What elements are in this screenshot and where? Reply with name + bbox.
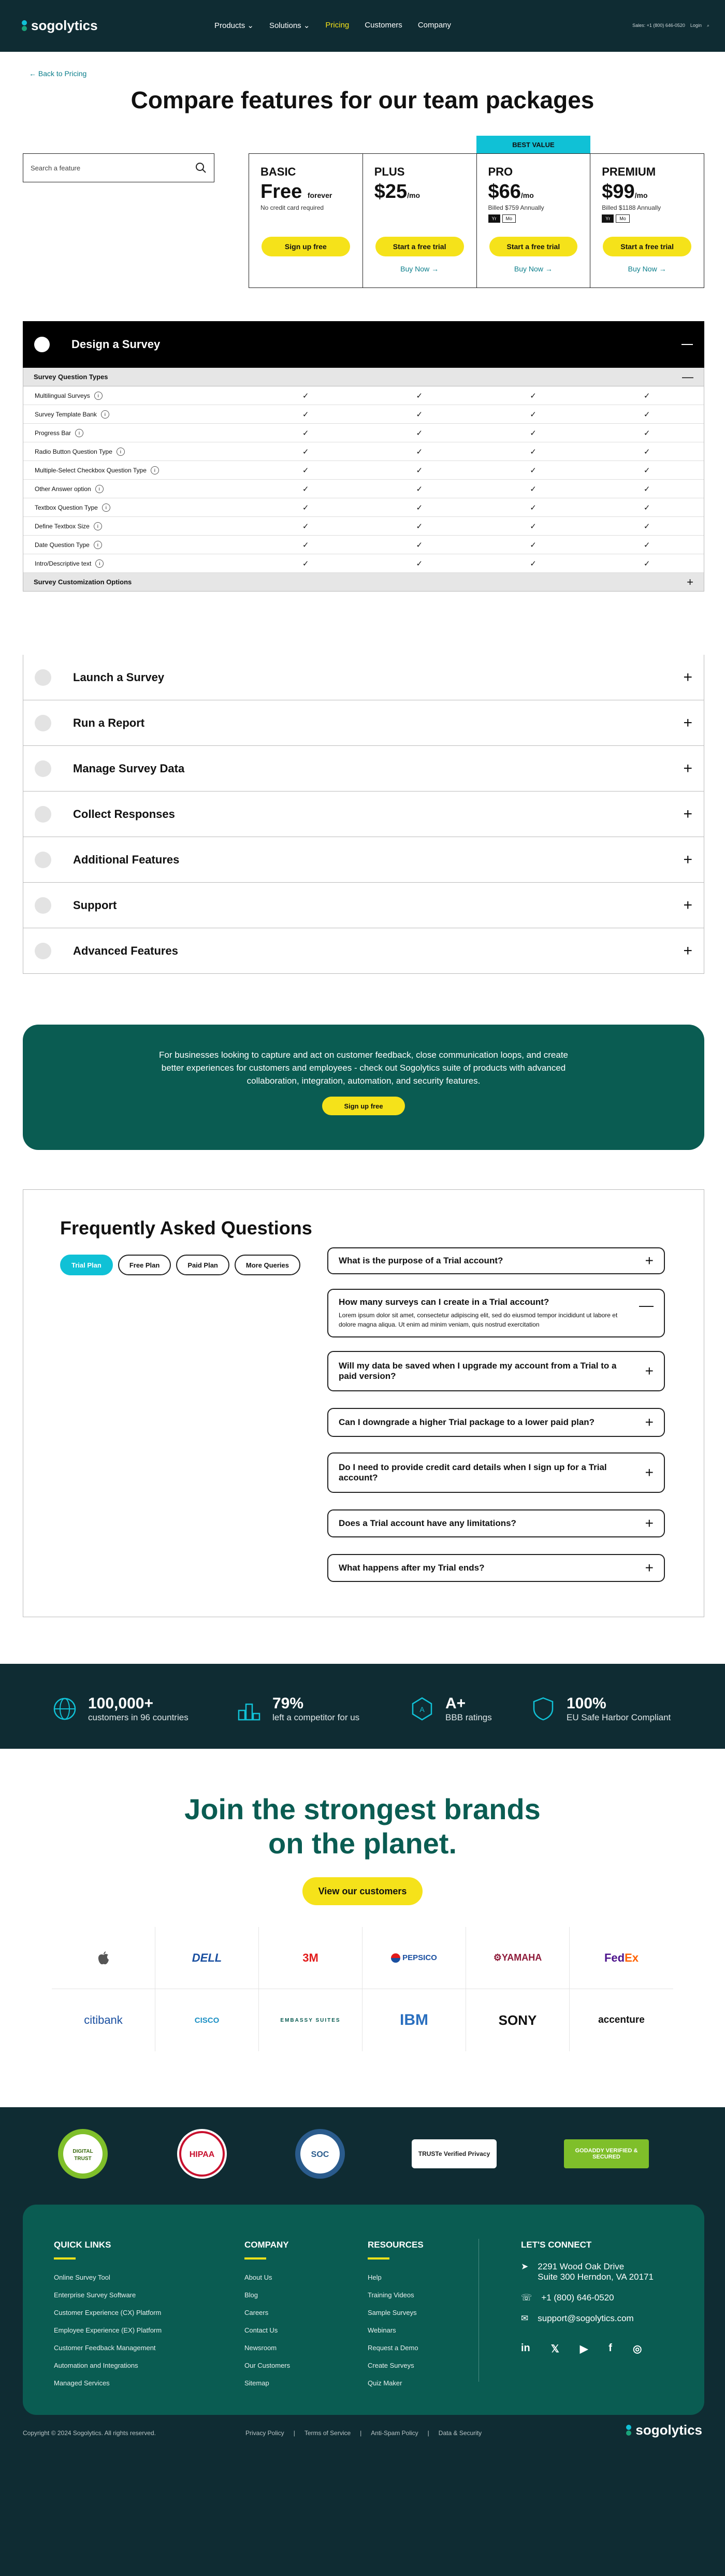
check-icon: ✓	[530, 503, 536, 512]
x-icon[interactable]: 𝕏	[550, 2343, 559, 2355]
expand-icon: +	[645, 1464, 654, 1480]
expand-icon[interactable]: +	[683, 896, 692, 914]
plan-name: PREMIUM	[602, 165, 656, 178]
section-title: Advanced Features	[73, 944, 178, 957]
logo-mark-icon	[21, 20, 28, 32]
expand-icon[interactable]: +	[683, 714, 692, 731]
feature-name: Multiple-Select Checkbox Question Type i	[23, 466, 249, 474]
feature-row	[23, 498, 704, 517]
faq-tabs	[60, 1255, 300, 1275]
check-icon: ✓	[643, 428, 650, 438]
email[interactable]: ✉ support@sogolytics.com	[521, 2313, 634, 2323]
check-icon: ✓	[643, 391, 650, 400]
check-icon: ✓	[416, 410, 423, 419]
expand-icon[interactable]: +	[683, 759, 692, 777]
group-customization[interactable]: Survey Customization Options +	[23, 573, 704, 592]
info-icon[interactable]: i	[95, 559, 104, 568]
plan-price: $66/mo	[488, 181, 534, 203]
start-trial-button[interactable]: Start a free trial	[489, 237, 578, 256]
check-icon: ✓	[643, 559, 650, 568]
plan-pro	[476, 154, 590, 287]
footer-link[interactable]: Request a Demo	[368, 2344, 418, 2352]
footer-link[interactable]: Training Videos	[368, 2291, 414, 2299]
brand-logo-grid	[52, 1927, 673, 2051]
section-icon	[35, 669, 51, 686]
svg-text:DIGITAL: DIGITAL	[72, 2149, 93, 2154]
feature-name: Multilingual Surveys i	[23, 392, 249, 400]
section-icon	[35, 943, 51, 959]
yamaha-logo: ⚙ YAMAHA	[466, 1927, 570, 1989]
expand-icon: +	[645, 1560, 654, 1576]
expand-icon: +	[645, 1253, 654, 1269]
svg-text:SOC: SOC	[311, 2150, 329, 2159]
best-value-badge: BEST VALUE	[476, 136, 590, 153]
section-accordion[interactable]	[23, 928, 704, 974]
citibank-logo: citibank	[52, 1989, 155, 2051]
buy-now-link[interactable]: Buy Now →	[628, 265, 666, 273]
feature-search-input[interactable]	[23, 153, 214, 182]
expand-icon: +	[645, 1414, 654, 1430]
section-design-survey[interactable]	[23, 321, 704, 368]
dell-logo: DELL	[155, 1927, 259, 1989]
section-title: Manage Survey Data	[73, 761, 185, 775]
section-icon	[35, 760, 51, 777]
legal-links: Privacy Policy | Terms of Service | Anti-Spam Policy | Data & Security	[245, 2429, 482, 2437]
feature-row	[23, 480, 704, 498]
section-accordion[interactable]	[23, 883, 704, 928]
social-links	[521, 2342, 654, 2355]
back-to-pricing-link[interactable]: ← Back to Pricing	[29, 69, 87, 78]
footer-link[interactable]: Customer Experience (CX) Platform	[54, 2309, 162, 2316]
sogolytics-logo[interactable]: sogolytics	[21, 18, 98, 34]
check-icon: ✓	[643, 540, 650, 550]
start-trial-button[interactable]: Start a free trial	[603, 237, 691, 256]
tab-paid-plan[interactable]: Paid Plan	[176, 1255, 229, 1275]
footer-link[interactable]: Help	[368, 2273, 382, 2281]
buy-now-link[interactable]: Buy Now →	[400, 265, 439, 273]
section-title: Additional Features	[73, 853, 180, 866]
section-accordion[interactable]	[23, 700, 704, 746]
faq-question[interactable]: Do I need to provide credit card details when I sign up for a Trial account? +	[327, 1452, 665, 1493]
feature-row	[23, 386, 704, 405]
section-title: Run a Report	[73, 716, 145, 729]
check-icon: ✓	[302, 503, 309, 512]
search-icon[interactable]: ⌕	[706, 23, 709, 28]
phone[interactable]: ☏ +1 (800) 646-0520	[521, 2293, 614, 2302]
svg-text:HIPAA: HIPAA	[189, 2150, 215, 2159]
collapse-icon[interactable]	[682, 344, 693, 345]
check-icon: ✓	[302, 540, 309, 550]
apple-logo	[52, 1927, 155, 1989]
plan-note: No credit card required	[260, 204, 324, 211]
footer-link[interactable]: Webinars	[368, 2326, 396, 2334]
shield-icon	[530, 1696, 556, 1722]
feature-row	[23, 461, 704, 480]
section-title: Support	[73, 898, 117, 912]
section-title: Collect Responses	[73, 807, 175, 821]
soc-badge	[289, 2128, 351, 2180]
check-icon: ✓	[302, 559, 309, 568]
location-icon: ➤	[521, 2262, 529, 2271]
check-icon: ✓	[530, 559, 536, 568]
check-icon: ✓	[302, 466, 309, 475]
address: ➤ 2291 Wood Oak Drive Suite 300 Herndon, VA 20171	[521, 2262, 654, 2282]
privacy-link[interactable]: Privacy Policy	[245, 2429, 284, 2437]
embassy-suites-logo: EMBASSY SUITES	[259, 1989, 363, 2051]
plan-name: PRO	[488, 165, 513, 178]
podium-icon	[236, 1696, 262, 1722]
faq-question[interactable]: What happens after my Trial ends? +	[327, 1554, 665, 1582]
check-icon: ✓	[416, 522, 423, 531]
check-icon: ✓	[302, 391, 309, 400]
nav-products[interactable]: Products ⌄	[214, 21, 254, 30]
search-icon	[195, 162, 207, 174]
faq-question[interactable]: What is the purpose of a Trial account? +	[327, 1247, 665, 1274]
check-icon: ✓	[530, 428, 536, 438]
faq-question-open[interactable]: How many surveys can I create in a Trial account? Lorem ipsum dolor sit amet, consectetur adipiscing elit, sed do eiusmod tempor incididunt ut labore et dolore magna aliqua. Ut enim ad minim veniam, quis nostrud exercitation —	[327, 1289, 665, 1337]
accenture-logo: accenture	[598, 2014, 645, 2025]
footer-link[interactable]: Online Survey Tool	[54, 2273, 110, 2281]
tab-free-plan[interactable]: Free Plan	[118, 1255, 171, 1275]
mail-icon: ✉	[521, 2313, 529, 2323]
faq-question[interactable]: Will my data be saved when I upgrade my account from a Trial to a paid version? +	[327, 1351, 665, 1391]
billing-toggle[interactable]: Yr Mo	[602, 214, 692, 223]
feature-row	[23, 517, 704, 536]
nav-solutions[interactable]: Solutions ⌄	[269, 21, 310, 30]
footer-link[interactable]: About Us	[244, 2273, 272, 2281]
brands-title: Join the strongest brands on the planet.	[184, 1793, 541, 1860]
check-icon: ✓	[530, 484, 536, 494]
expand-icon[interactable]: +	[683, 668, 692, 686]
tab-trial-plan[interactable]: Trial Plan	[60, 1255, 113, 1275]
hipaa-badge	[171, 2128, 233, 2180]
check-icon: ✓	[416, 447, 423, 456]
info-icon[interactable]: i	[95, 485, 104, 493]
check-icon: ✓	[416, 484, 423, 494]
contact-info: LET'S CONNECT ➤ 2291 Wood Oak Drive Suite 300 Herndon, VA 20171 ☏ +1 (800) 646-0520 ✉ support@sogolytics.com in 𝕏 ▶ f ◎	[521, 2240, 654, 2355]
footer-link[interactable]: Enterprise Survey Software	[54, 2291, 136, 2299]
check-icon: ✓	[416, 391, 423, 400]
check-icon: ✓	[643, 503, 650, 512]
godaddy-badge: GODADDY VERIFIED & SECURED	[562, 2128, 650, 2180]
top-navbar	[0, 0, 725, 52]
feature-row	[23, 442, 704, 461]
footer-link[interactable]: Newsroom	[244, 2344, 277, 2352]
billing-toggle[interactable]: Yr Mo	[488, 214, 579, 223]
plan-name: PLUS	[374, 165, 405, 178]
plan-note: Billed $1188 Annually	[602, 204, 661, 211]
security-link[interactable]: Data & Security	[438, 2429, 482, 2437]
feature-table	[23, 368, 704, 592]
plan-price: Free forever	[260, 181, 332, 203]
digital-trust-badge	[52, 2128, 114, 2180]
resources-links: RESOURCES Help Training Videos Sample Surveys Webinars Request a Demo Create Surveys Quiz Maker	[368, 2240, 424, 2392]
expand-icon[interactable]: +	[683, 805, 692, 823]
check-icon: ✓	[530, 410, 536, 419]
globe-icon	[52, 1696, 78, 1722]
collapse-icon[interactable]: —	[682, 370, 693, 383]
plan-header	[249, 153, 704, 288]
stat-eu: 100% EU Safe Harbor Compliant	[530, 1695, 671, 1723]
info-icon[interactable]: i	[94, 541, 102, 549]
check-icon: ✓	[643, 410, 650, 419]
check-icon: ✓	[416, 466, 423, 475]
search-placeholder: Search a feature	[31, 164, 81, 172]
banner-signup-button[interactable]: Sign up free	[322, 1097, 405, 1115]
phone-icon: ☏	[521, 2293, 532, 2302]
group-question-types[interactable]: Survey Question Types —	[23, 368, 704, 386]
expand-icon[interactable]: +	[683, 851, 692, 868]
expand-icon[interactable]: +	[683, 942, 692, 959]
section-accordion[interactable]	[23, 837, 704, 883]
award-icon	[409, 1696, 435, 1722]
truste-badge: TRUSTe Verified Privacy	[410, 2128, 498, 2180]
section-title: Design a Survey	[71, 338, 161, 351]
info-icon[interactable]: i	[94, 392, 103, 400]
banner-text: For businesses looking to capture and act on customer feedback, close communication loops, and create better experiences for customers and employees - check out Sogolytics suite of products with advanced collaboration, integration, automation, and security features.	[159, 1050, 568, 1086]
section-icon	[34, 337, 50, 352]
feature-row	[23, 536, 704, 554]
info-icon[interactable]: i	[94, 522, 102, 530]
start-trial-button[interactable]: Start a free trial	[375, 237, 464, 256]
check-icon: ✓	[416, 559, 423, 568]
check-icon: ✓	[530, 447, 536, 456]
stat-customers: 100,000+ customers in 96 countries	[52, 1695, 189, 1723]
fedex-logo: Fed Ex	[570, 1927, 673, 1989]
logo-mark-icon	[625, 2425, 632, 2436]
check-icon: ✓	[302, 522, 309, 531]
section-accordion[interactable]	[23, 791, 704, 837]
section-icon	[35, 852, 51, 868]
info-icon[interactable]: i	[117, 448, 125, 456]
footer-link[interactable]: Employee Experience (EX) Platform	[54, 2326, 162, 2334]
sony-logo: SONY	[466, 1989, 570, 2051]
ibm-logo: IBM	[363, 1989, 466, 2051]
cisco-logo: CISCO	[155, 1989, 259, 2051]
feature-name: Survey Template Bank i	[23, 410, 249, 419]
check-icon: ✓	[302, 428, 309, 438]
check-icon: ✓	[416, 540, 423, 550]
footer-link[interactable]: Customer Feedback Management	[54, 2344, 156, 2352]
faq-answer: Lorem ipsum dolor sit amet, consectetur adipiscing elit, sed do eiusmod tempor incididunt ut labore et dolore magna aliqua. Ut enim ad minim veniam, quis nostrud exercitation	[339, 1312, 618, 1328]
nav-company[interactable]: Company	[417, 21, 452, 30]
check-icon: ✓	[302, 484, 309, 494]
check-icon: ✓	[530, 540, 536, 550]
expand-icon: +	[645, 1363, 654, 1379]
check-icon: ✓	[643, 466, 650, 475]
feature-row	[23, 554, 704, 573]
sign-up-free-button[interactable]: Sign up free	[262, 237, 350, 256]
footer-link[interactable]: Automation and Integrations	[54, 2362, 138, 2369]
feature-name: Date Question Type i	[23, 541, 249, 549]
feature-row	[23, 424, 704, 442]
feature-name: Intro/Descriptive text i	[23, 559, 249, 568]
footer-links-panel	[23, 2205, 704, 2415]
section-accordion[interactable]	[23, 655, 704, 700]
plan-name: BASIC	[260, 165, 296, 178]
instagram-icon[interactable]: ◎	[632, 2343, 642, 2355]
sales-phone[interactable]: Sales: +1 (800) 646-0520	[632, 23, 685, 28]
company-links: COMPANY About Us Blog Careers Contact Us Newsroom Our Customers Sitemap	[244, 2240, 290, 2392]
check-icon: ✓	[530, 466, 536, 475]
footer-link[interactable]: Create Surveys	[368, 2362, 414, 2369]
faq-question[interactable]: Does a Trial account have any limitations? +	[327, 1509, 665, 1537]
page-title: Compare features for our team packages	[130, 87, 594, 113]
section-icon	[35, 715, 51, 731]
footer-logo[interactable]: sogolytics	[625, 2422, 702, 2438]
pepsico-logo: PEPSICO	[363, 1927, 466, 1989]
expand-icon[interactable]: +	[687, 575, 693, 588]
nav-customers[interactable]: Customers	[365, 21, 402, 30]
footer-link[interactable]: Managed Services	[54, 2379, 110, 2387]
svg-text:TRUST: TRUST	[74, 2156, 92, 2162]
section-icon	[35, 806, 51, 823]
stats-bar	[0, 1664, 725, 1749]
expand-icon: +	[645, 1515, 654, 1531]
feature-name: Textbox Question Type i	[23, 503, 249, 512]
view-customers-button[interactable]: View our customers	[302, 1877, 423, 1905]
copyright: Copyright © 2024 Sogolytics. All rights reserved.	[23, 2429, 156, 2437]
check-icon: ✓	[643, 484, 650, 494]
nav-utility	[632, 23, 709, 28]
info-icon[interactable]: i	[151, 466, 159, 474]
section-icon	[35, 897, 51, 914]
plan-premium	[590, 154, 704, 287]
check-icon: ✓	[416, 428, 423, 438]
feature-name: Other Answer option i	[23, 485, 249, 493]
footer-link[interactable]: Blog	[244, 2291, 258, 2299]
check-icon: ✓	[302, 410, 309, 419]
feature-name: Radio Button Question Type i	[23, 448, 249, 456]
check-icon: ✓	[530, 391, 536, 400]
anti-spam-link[interactable]: Anti-Spam Policy	[371, 2429, 418, 2437]
collapse-icon: —	[639, 1297, 654, 1313]
footer-link[interactable]: Sitemap	[244, 2379, 269, 2387]
plan-price: $99/mo	[602, 181, 648, 203]
check-icon: ✓	[530, 522, 536, 531]
buy-now-link[interactable]: Buy Now →	[514, 265, 553, 273]
main-menu	[214, 21, 451, 30]
feature-row	[23, 405, 704, 424]
cta-banner	[23, 1025, 704, 1150]
footer-link[interactable]: Our Customers	[244, 2362, 291, 2369]
nav-pricing[interactable]: Pricing	[325, 21, 350, 30]
section-accordion[interactable]	[23, 746, 704, 791]
tab-more-queries[interactable]: More Queries	[235, 1255, 300, 1275]
feature-name: Progress Bar i	[23, 429, 249, 437]
faq-title: Frequently Asked Questions	[60, 1217, 312, 1239]
plan-note: Billed $759 Annually	[488, 204, 544, 211]
info-icon[interactable]: i	[75, 429, 83, 437]
3m-logo: 3M	[259, 1927, 363, 1989]
quick-links: QUICK LINKS Online Survey Tool Enterprise Survey Software Customer Experience (CX) Platform Employee Experience (EX) Platform Customer Feedback Management Automation and Integrations Managed Services	[54, 2240, 162, 2392]
linkedin-icon[interactable]: in	[521, 2342, 530, 2354]
info-icon[interactable]: i	[101, 410, 109, 419]
terms-link[interactable]: Terms of Service	[304, 2429, 351, 2437]
check-icon: ✓	[643, 447, 650, 456]
footer-link[interactable]: Careers	[244, 2309, 269, 2316]
login-link[interactable]: Login	[690, 23, 702, 28]
plan-price: $25/mo	[374, 181, 421, 203]
plan-plus	[363, 154, 476, 287]
stat-competitor: 79% left a competitor for us	[236, 1695, 359, 1723]
check-icon: ✓	[416, 503, 423, 512]
youtube-icon[interactable]: ▶	[579, 2343, 588, 2355]
faq-question[interactable]: Can I downgrade a higher Trial package to a lower paid plan? +	[327, 1408, 665, 1437]
check-icon: ✓	[302, 447, 309, 456]
stat-bbb: A A+ BBB ratings	[409, 1695, 492, 1723]
svg-text:A: A	[419, 1705, 425, 1714]
footer-link[interactable]: Contact Us	[244, 2326, 278, 2334]
footer-link[interactable]: Sample Surveys	[368, 2309, 417, 2316]
plan-basic	[249, 154, 363, 287]
feature-name: Define Textbox Size i	[23, 522, 249, 530]
check-icon: ✓	[643, 522, 650, 531]
facebook-icon[interactable]: f	[608, 2342, 612, 2354]
footer-link[interactable]: Quiz Maker	[368, 2379, 402, 2387]
info-icon[interactable]: i	[102, 503, 110, 512]
section-title: Launch a Survey	[73, 670, 165, 684]
